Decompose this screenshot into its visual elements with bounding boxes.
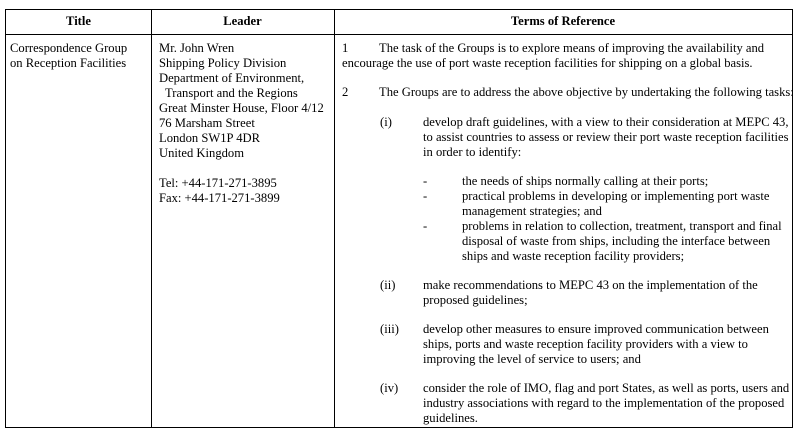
title-cell — [10, 41, 127, 71]
leader-fax: Fax: +44-171-271-3899 — [159, 191, 280, 205]
bullet-text: practical problems in developing or implementing port waste — [462, 189, 770, 203]
title-line: on Reception Facilities — [10, 56, 127, 70]
paragraph-number: 1 — [342, 41, 349, 55]
item-text: proposed guidelines; — [423, 293, 528, 307]
leader-name: Mr. John Wren — [159, 41, 235, 55]
item-text: guidelines. — [423, 411, 478, 425]
bullet-text: problems in relation to collection, treatment, transport and final — [462, 219, 782, 233]
leader-telephone: Tel: +44-171-271-3895 — [159, 176, 277, 190]
paragraph-number: 2 — [342, 85, 349, 99]
bullet-text: the needs of ships normally calling at their ports; — [462, 174, 709, 188]
spacer — [159, 161, 324, 176]
paragraph-text: encourage the use of port waste reception facilities for shipping on a global basis. — [342, 56, 753, 70]
bullet-dash: - — [423, 219, 428, 233]
bullet-text: disposal of waste from ships, including the interface between — [462, 234, 771, 248]
item-text: consider the role of IMO, flag and port States, as well as ports, users and — [423, 381, 790, 395]
item-text: in order to identify: — [423, 145, 522, 159]
leader-address-line: London SW1P 4DR — [159, 131, 260, 145]
header-leader: Leader — [223, 14, 262, 28]
leader-address-line: Department of Environment, — [159, 71, 305, 85]
item-text: develop draft guidelines, with a view to their consideration at MEPC 43, — [423, 115, 789, 129]
item-text: industry associations with regard to the implementation of the proposed — [423, 396, 785, 410]
terms-cell — [334, 10, 792, 427]
item-text: to assist countries to assess or review their port waste reception facilities — [423, 130, 789, 144]
header-terms-of-reference: Terms of Reference — [510, 14, 616, 28]
paragraph-text: The task of the Groups is to explore means of improving the availability and — [379, 41, 765, 55]
title-line: Correspondence Group — [10, 41, 128, 55]
bullet-dash: - — [423, 189, 428, 203]
item-text: develop other measures to ensure improved communication between — [423, 322, 769, 336]
leader-address-line: Great Minster House, Floor 4/12 — [159, 101, 324, 115]
header-title: Title — [66, 14, 91, 28]
item-number: (ii) — [380, 278, 396, 292]
paragraph-text: The Groups are to address the above objective by undertaking the following tasks: — [379, 85, 794, 99]
item-text: make recommendations to MEPC 43 on the implementation of the — [423, 278, 758, 292]
item-number: (iv) — [380, 381, 399, 395]
item-text: improving the level of service to users; and — [423, 352, 641, 366]
bullet-text: ships and waste reception facility providers; — [462, 249, 685, 263]
terms-table — [5, 9, 793, 428]
item-text: ships, ports and waste reception facility providers with a view to — [423, 337, 748, 351]
item-number: (i) — [380, 115, 392, 129]
leader-cell — [159, 41, 324, 206]
leader-address-line: United Kingdom — [159, 146, 245, 160]
leader-address-line: 76 Marsham Street — [159, 116, 255, 130]
item-number: (iii) — [380, 322, 399, 336]
leader-address-line: Transport and the Regions — [165, 86, 298, 100]
bullet-dash: - — [423, 174, 428, 188]
column-divider — [151, 10, 152, 427]
leader-address-line: Shipping Policy Division — [159, 56, 287, 70]
bullet-text: management strategies; and — [462, 204, 602, 218]
